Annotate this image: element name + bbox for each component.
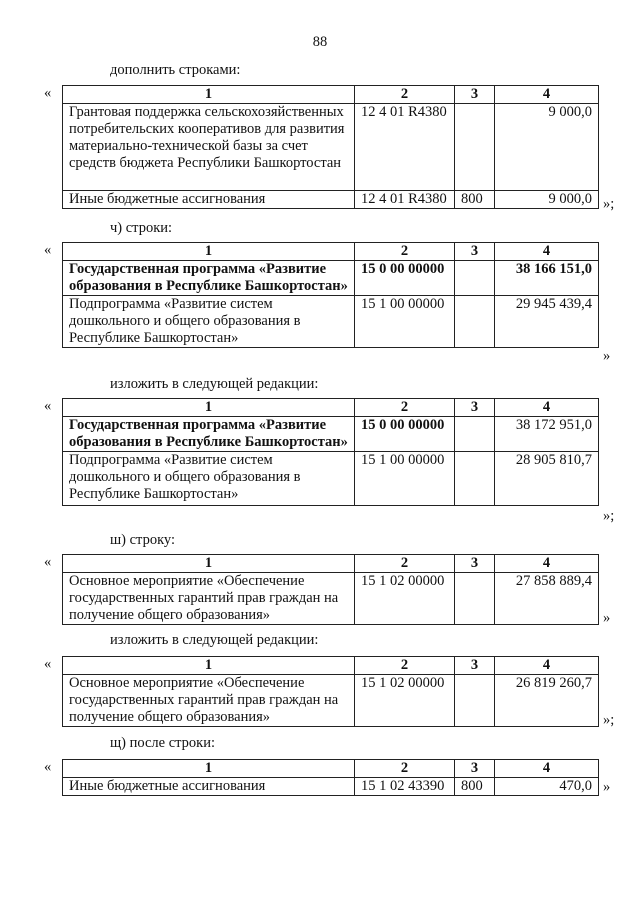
section-intro: дополнить строками: — [110, 62, 241, 78]
header-cell: 4 — [495, 243, 599, 261]
code-cell: 12 4 01 R4380 — [355, 191, 455, 209]
table-row — [63, 417, 599, 452]
header-cell: 1 — [63, 86, 355, 104]
budget-table-block — [44, 759, 611, 796]
amount-cell: 470,0 — [495, 778, 599, 796]
budget-table — [62, 85, 599, 209]
budget-table-block — [44, 554, 611, 626]
table-header-row — [63, 86, 599, 104]
table-row — [63, 778, 599, 796]
close-quote: »; — [603, 712, 615, 728]
type-cell — [455, 452, 495, 506]
header-cell: 1 — [63, 760, 355, 778]
amount-cell: 28 905 810,7 — [495, 452, 599, 506]
amount-cell: 27 858 889,4 — [495, 573, 599, 625]
type-cell — [455, 573, 495, 625]
item-name-cell: Иные бюджетные ассигнования — [63, 778, 355, 796]
header-cell: 1 — [63, 657, 355, 675]
code-cell: 12 4 01 R4380 — [355, 104, 455, 191]
item-name-cell: Грантовая поддержка сельскохозяйственных потребительских кооперативов для развития материально-технической базы за счет средств бюджета Республики Башкортостан — [63, 104, 355, 191]
table-row — [63, 452, 599, 506]
table-header-row — [63, 555, 599, 573]
section-intro: изложить в следующей редакции: — [110, 632, 319, 648]
table-header-row — [63, 657, 599, 675]
budget-table-block — [44, 242, 611, 364]
header-cell: 3 — [455, 243, 495, 261]
section-intro: ч) строки: — [110, 220, 173, 236]
open-quote: « — [44, 656, 52, 672]
amount-cell: 26 819 260,7 — [495, 675, 599, 727]
header-cell: 2 — [355, 555, 455, 573]
header-cell: 1 — [63, 399, 355, 417]
header-cell: 2 — [355, 399, 455, 417]
table-row — [63, 261, 599, 296]
close-quote: » — [603, 610, 611, 626]
table-row — [63, 104, 599, 191]
item-name-cell: Подпрограмма «Развитие систем дошкольного и общего образования в Республике Башкортостан» — [63, 452, 355, 506]
code-cell: 15 0 00 00000 — [355, 417, 455, 452]
budget-table — [62, 554, 599, 625]
table-header-row — [63, 760, 599, 778]
header-cell: 3 — [455, 555, 495, 573]
section-intro: щ) после строки: — [110, 735, 216, 751]
header-cell: 3 — [455, 86, 495, 104]
budget-table-block — [44, 398, 615, 524]
open-quote: « — [44, 554, 52, 570]
table-row — [63, 675, 599, 727]
open-quote: « — [44, 242, 52, 258]
budget-table-block — [44, 656, 615, 728]
budget-table — [62, 398, 599, 506]
budget-table — [62, 242, 599, 348]
item-name-cell: Государственная программа «Развитие образования в Республике Башкортостан» — [63, 261, 355, 296]
type-cell — [455, 675, 495, 727]
item-name-cell: Основное мероприятие «Обеспечение государственных гарантий прав граждан на получение общего образования» — [63, 675, 355, 727]
amount-cell: 9 000,0 — [495, 104, 599, 191]
item-name-cell: Иные бюджетные ассигнования — [63, 191, 355, 209]
header-cell: 1 — [63, 555, 355, 573]
amount-cell: 38 166 151,0 — [495, 261, 599, 296]
header-cell: 2 — [355, 86, 455, 104]
header-cell: 3 — [455, 760, 495, 778]
table-row — [63, 191, 599, 209]
item-name-cell: Основное мероприятие «Обеспечение государственных гарантий прав граждан на получение общего образования» — [63, 573, 355, 625]
table-row — [63, 296, 599, 348]
table-header-row — [63, 243, 599, 261]
header-cell: 3 — [455, 399, 495, 417]
close-quote: »; — [603, 508, 615, 524]
type-cell — [455, 104, 495, 191]
page-number: 88 — [312, 34, 328, 50]
code-cell: 15 1 02 43390 — [355, 778, 455, 796]
code-cell: 15 1 02 00000 — [355, 675, 455, 727]
header-cell: 1 — [63, 243, 355, 261]
table-header-row — [63, 399, 599, 417]
header-cell: 4 — [495, 657, 599, 675]
close-quote: » — [603, 348, 611, 364]
code-cell: 15 0 00 00000 — [355, 261, 455, 296]
close-quote: »; — [603, 196, 615, 212]
amount-cell: 38 172 951,0 — [495, 417, 599, 452]
header-cell: 4 — [495, 760, 599, 778]
close-quote: » — [603, 779, 611, 795]
code-cell: 15 1 00 00000 — [355, 452, 455, 506]
item-name-cell: Государственная программа «Развитие образования в Республике Башкортостан» — [63, 417, 355, 452]
type-cell: 800 — [455, 778, 495, 796]
code-cell: 15 1 02 00000 — [355, 573, 455, 625]
amount-cell: 9 000,0 — [495, 191, 599, 209]
amount-cell: 29 945 439,4 — [495, 296, 599, 348]
header-cell: 2 — [355, 760, 455, 778]
budget-table — [62, 656, 599, 727]
open-quote: « — [44, 85, 52, 101]
budget-table-block — [44, 85, 615, 212]
header-cell: 4 — [495, 555, 599, 573]
header-cell: 3 — [455, 657, 495, 675]
type-cell — [455, 296, 495, 348]
header-cell: 4 — [495, 86, 599, 104]
section-intro: ш) строку: — [110, 532, 175, 548]
open-quote: « — [44, 398, 52, 414]
type-cell — [455, 261, 495, 296]
code-cell: 15 1 00 00000 — [355, 296, 455, 348]
type-cell: 800 — [455, 191, 495, 209]
header-cell: 2 — [355, 657, 455, 675]
type-cell — [455, 417, 495, 452]
header-cell: 4 — [495, 399, 599, 417]
budget-table — [62, 759, 599, 796]
header-cell: 2 — [355, 243, 455, 261]
table-row — [63, 573, 599, 625]
section-intro: изложить в следующей редакции: — [110, 376, 319, 392]
item-name-cell: Подпрограмма «Развитие систем дошкольного и общего образования в Республике Башкортостан» — [63, 296, 355, 348]
open-quote: « — [44, 759, 52, 775]
